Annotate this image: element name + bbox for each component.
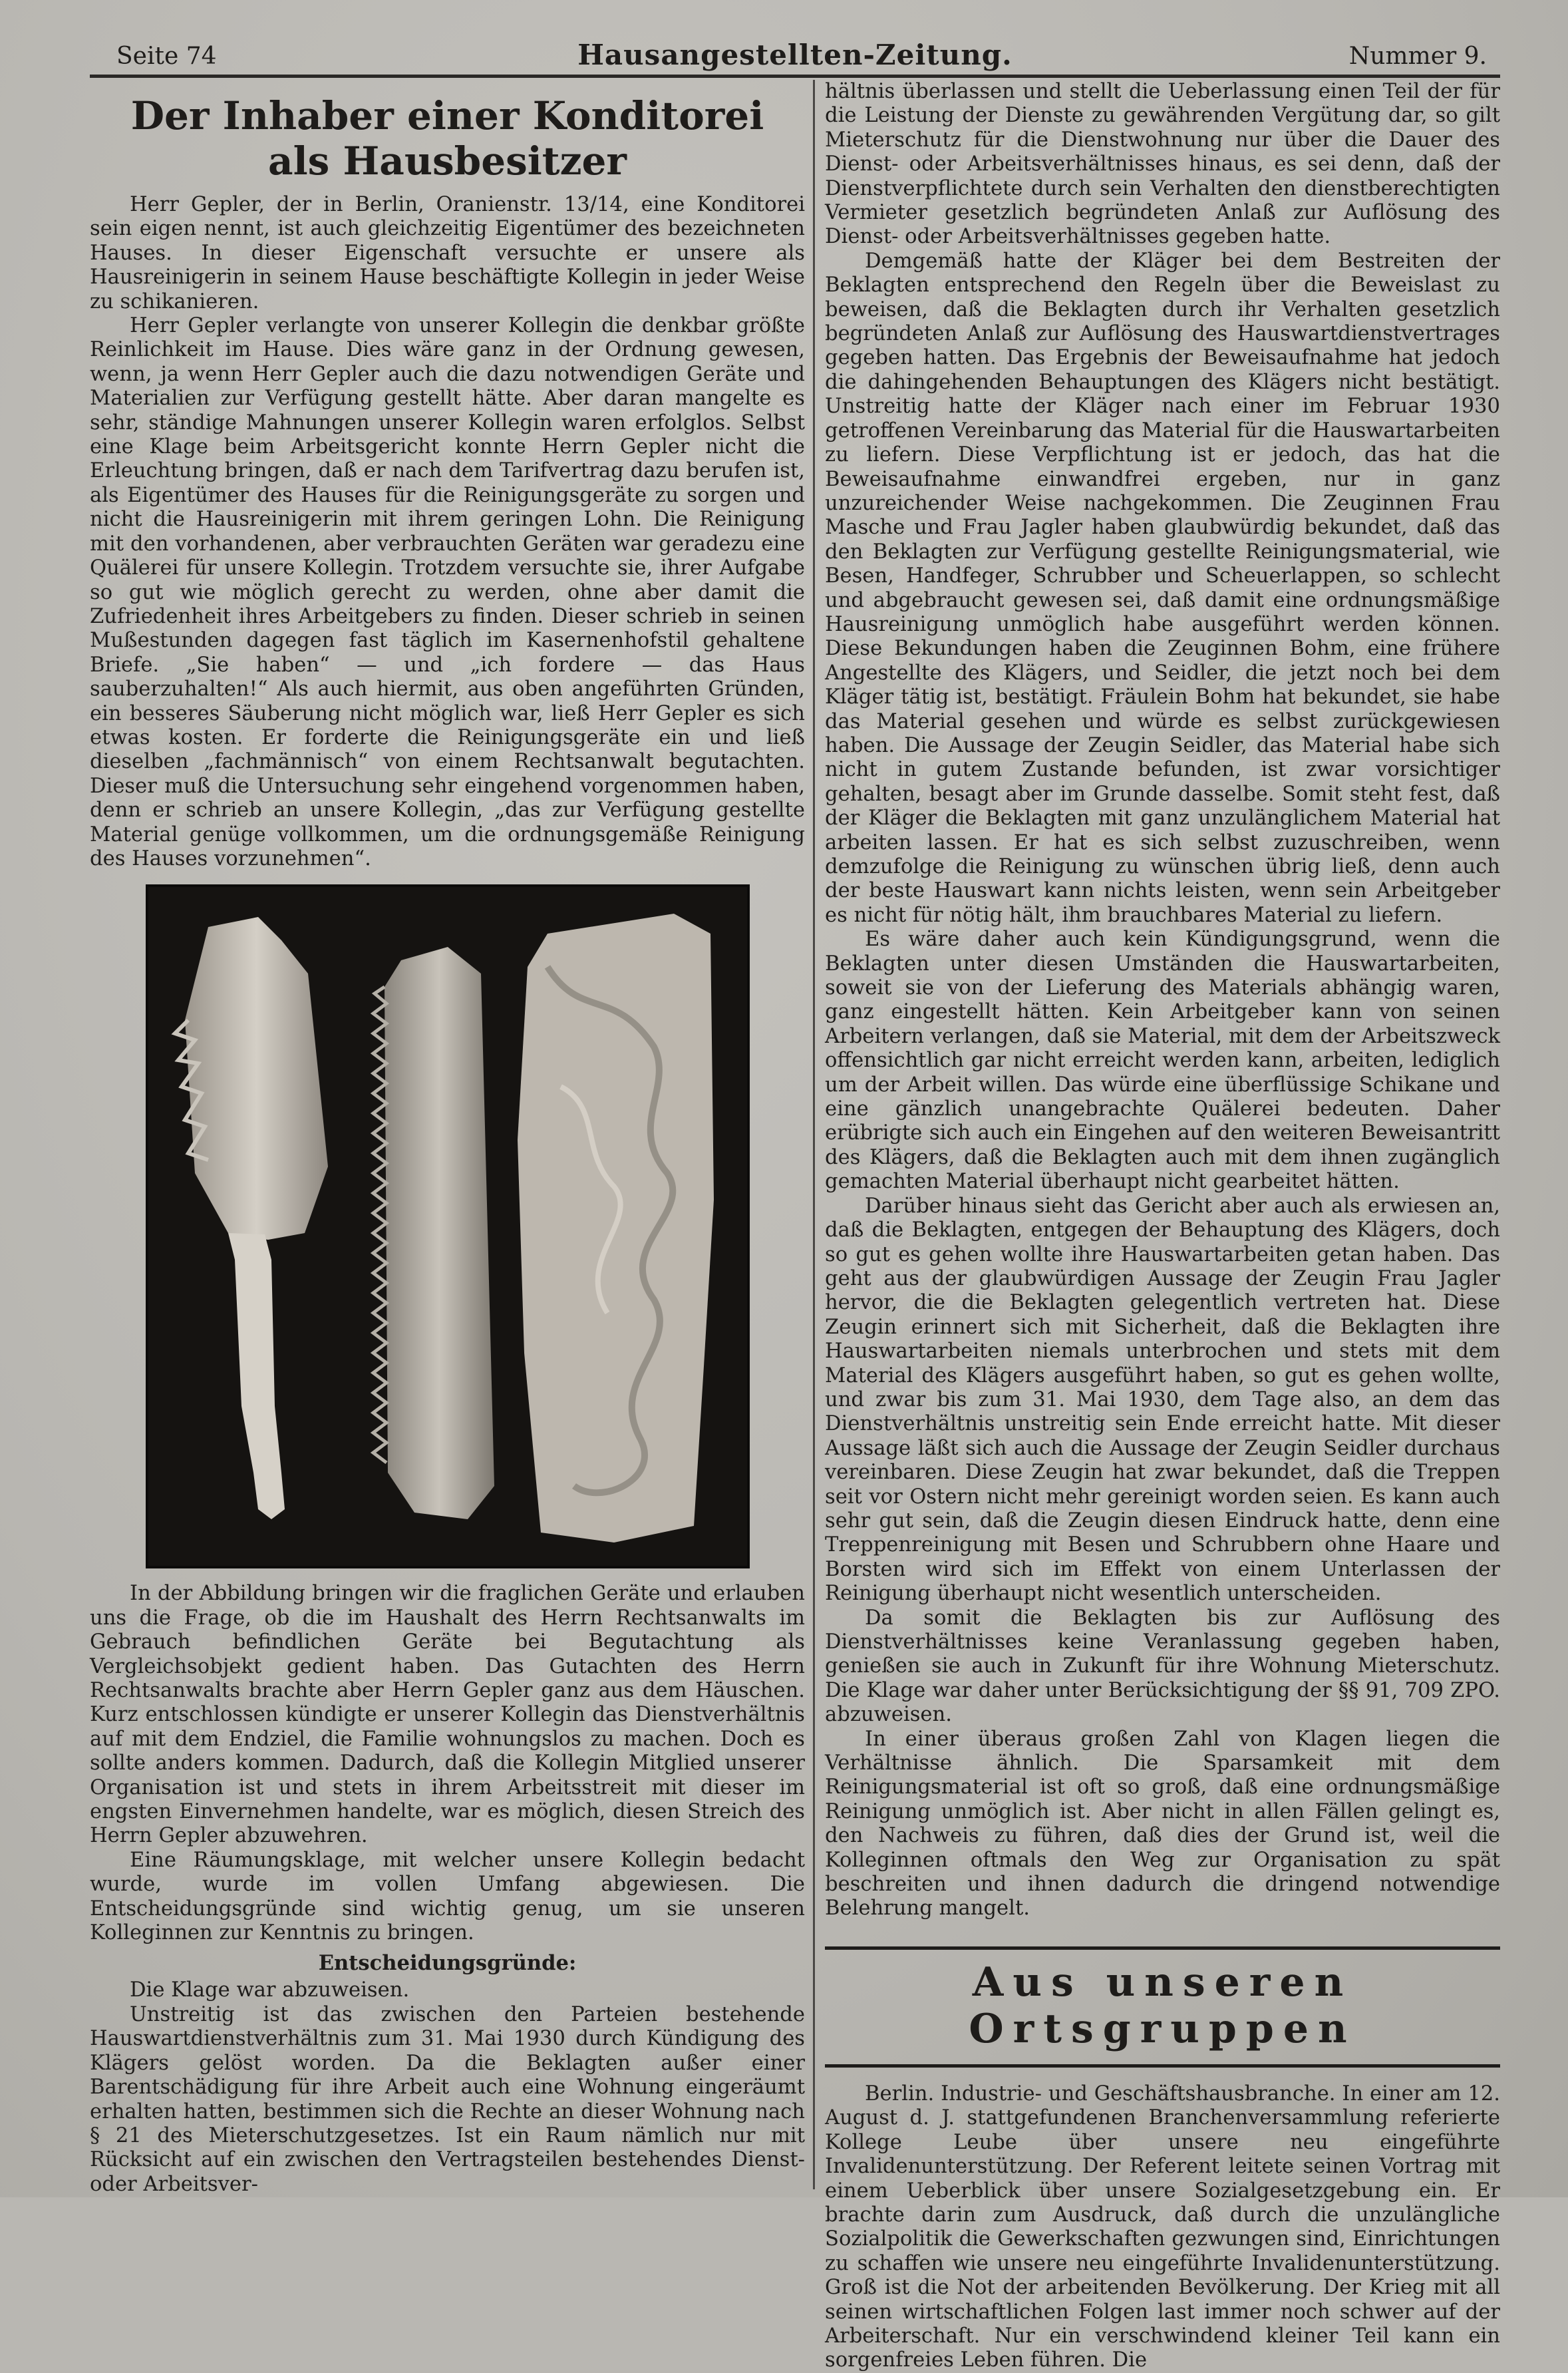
- article-paragraph: Darüber hinaus sieht das Gericht aber auch als erwiesen an, daß die Beklagten, entgegen der Behauptung des Klägers, doch so gut es gehen wollte ihre Hauswartarbeiten getan haben. Das geht aus der glaubwürdigen Aussage der Zeugin Frau Jagler hervor, die die Beklagten gelegentlich vertreten hat. Diese Zeugin erinnert sich mit Sicherheit, daß die Beklagten ihre Hauswartarbeiten niemals unterbrochen und stets mit dem Material des Klägers ausgeführt haben, so gut es gehen wollte, und zwar bis zum 31. Mai 1930, dem Tage also, an dem das Dienstverhältnis unstreitig sein Ende erreicht hatte. Mit dieser Aussage läßt sich auch die Aussage der Zeugin Seidler durchaus vereinbaren. Diese Zeugin hat zwar bekundet, daß die Treppen seit vor Ostern nicht mehr gereinigt worden seien. Es kann auch sehr gut sein, daß die Zeugin diesen Eindruck hatte, denn eine Treppenreinigung mit Besen und Schrubbern ohne Haare und Borsten wird sich im Effekt von einem Unterlassen der Reinigung überhaupt nicht wesentlich unterscheiden.: [825, 1194, 1500, 1606]
- scouring-cloth-illustration: [518, 914, 714, 1543]
- article-paragraph: Da somit die Beklagten bis zur Auflösung des Dienstverhältnisses keine Veranlassung gegeben haben, genießen sie auch in Zukunft für ihre Wohnung Mieterschutz. Die Klage war daher unter Berücksichtigung der §§ 91, 709 ZPO. abzuweisen.: [825, 1606, 1500, 1727]
- article-paragraph: Demgemäß hatte der Kläger bei dem Bestreiten der Beklagten entsprechend den Regeln über die Beweislast zu beweisen, daß die Beklagten durch ihr Verhalten gesetzlich begründeten Anlaß zur Auflösung des Hauswartdienstvertrages gegeben hatten. Das Ergebnis der Beweisaufnahme hat jedoch die dahingehenden Behauptungen des Klägers nicht bestätigt. Unstreitig hatte der Kläger nach einer im Februar 1930 getroffenen Vereinbarung das Material für die Hauswartarbeiten zu liefern. Diese Verpflichtung ist er jedoch, das hat die Beweisaufnahme einwandfrei ergeben, nur in ganz unzureichender Weise nachgekommen. Die Zeuginnen Frau Masche und Frau Jagler haben glaubwürdig bekundet, daß das den Beklagten zur Verfügung gestellte Reinigungsmaterial, wie Besen, Handfeger, Schrubber und Scheuerlappen, so schlecht und abgebraucht gewesen sei, daß damit eine ordnungsmäßige Hausreinigung unmöglich habe ausgeführt werden können. Diese Bekundungen haben die Zeuginnen Bohm, eine frühere Angestellte des Klägers, und Seidler, die jetzt noch bei dem Kläger tätig ist, bestätigt. Fräulein Bohm hat bekundet, sie habe das Material gesehen und würde es selbst zurückgewiesen haben. Die Aussage der Zeugin Seidler, das Material habe sich nicht in gutem Zustande befunden, ist zwar vorsichtiger gehalten, besagt aber im Grunde dasselbe. Somit steht fest, daß der Kläger die Beklagten mit ganz unzulänglichem Material hat arbeiten lassen. Er hat es sich selbst zuzuschreiben, wenn demzufolge die Reinigung zu wünschen übrig ließ, denn auch der beste Hauswart kann nichts leisten, wenn sein Arbeitgeber es nicht für nötig hält, ihm brauchbares Material zu liefern.: [825, 249, 1500, 927]
- article-paragraph: Eine Räumungsklage, mit welcher unsere Kollegin bedacht wurde, wurde im vollen Umfang abgewiesen. Die Entscheidungsgründe sind wichtig genug, um sie unseren Kolleginnen zur Kenntnis zu bringen.: [90, 1848, 805, 1945]
- hand-brush-illustration: [175, 917, 328, 1519]
- left-column: [90, 80, 805, 2196]
- article-paragraph: Berlin. Industrie- und Geschäftshausbranche. In einer am 12. August d. J. stattgefundenen Branchenversammlung referierte Kollege Leube über unsere neu eingeführte Invalidenunterstützung. Der Referent leitete seinen Vortrag mit einem Ueberblick über unsere Sozialgesetzgebung ein. Er brachte darin zum Ausdruck, daß durch die unzulängliche Sozialpolitik die Gewerkschaften gezwungen sind, Einrichtungen zu schaffen wie unsere neu eingeführte Invalidenunterstützung. Groß ist die Not der arbeitenden Bevölkerung. Der Krieg mit all seinen wirtschaftlichen Folgen last immer noch schwer auf der Arbeiterschaft. Nur ein verschwindend kleiner Teil kann ein sorgenfreies Leben führen. Die: [825, 2082, 1500, 2372]
- column-divider: [813, 80, 815, 2189]
- newspaper-title: Hausangestellten-Zeitung.: [577, 39, 1013, 71]
- right-column: [825, 80, 1500, 2372]
- article-title-line-2: als Hausbesitzer: [268, 138, 627, 184]
- article-paragraph: In der Abbildung bringen wir die fraglichen Geräte und erlauben uns die Frage, ob die im Haushalt des Herrn Rechtsanwalts im Gebrauch befindlichen Geräte bei Begutachtung als Vergleichsobjekt gedient haben. Das Gutachten des Herrn Rechtsanwalts brachte aber Herrn Gepler ganz aus dem Häuschen. Kurz entschlossen kündigte er unserer Kollegin das Dienstverhältnis auf mit dem Endziel, die Familie wohnungslos zu machen. Doch es sollte anders kommen. Dadurch, daß die Kollegin Mitglied unserer Organisation ist und stets in ihrem Arbeitsstreit mit dieser im engsten Einvernehmen handelte, war es möglich, diesen Streich des Herrn Gepler abzuwehren.: [90, 1582, 805, 1848]
- article-paragraph: Herr Gepler verlangte von unserer Kollegin die denkbar größte Reinlichkeit im Hause. Dies wäre ganz in der Ordnung gewesen, wenn, ja wenn Herr Gepler auch die dazu notwendigen Geräte und Materialien zur Verfügung gestellt hätte. Aber daran mangelte es sehr, ständige Mahnungen unserer Kollegin waren erfolglos. Selbst eine Klage beim Arbeitsgericht konnte Herrn Gepler nicht die Erleuchtung bringen, daß er nach dem Tarifvertrag dazu berufen ist, als Eigentümer des Hauses für die Reinigungsgeräte zu sorgen und nicht die Hausreinigerin mit ihrem geringen Lohn. Die Reinigung mit den vorhandenen, aber verbrauchten Geräten war geradezu eine Quälerei für unsere Kollegin. Trotzdem versuchte sie, ihrer Aufgabe so gut wie möglich gerecht zu werden, ohne aber damit die Zufriedenheit ihres Arbeitgebers zu finden. Dieser schrieb in seinen Mußestunden dagegen fast täglich im Kasernenhofstil gehaltene Briefe. „Sie haben“ — und „ich fordere — das Haus sauberzuhalten!“ Als auch hiermit, aus oben angeführten Gründen, ein besseres Säuberung nicht möglich war, ließ Herr Gepler es sich etwas kosten. Er forderte die Reinigungsgeräte ein und ließ dieselben „fachmännisch“ von einem Rechtsanwalt begutachten. Dieser muß die Untersuchung sehr eingehend vorgenommen haben, denn er schrieb an unsere Kollegin, „das zur Verfügung gestellte Material genüge vollkommen, um die ordnungsgemäße Reinigung des Hauses vorzunehmen“.: [90, 314, 805, 870]
- cleaning-tools-photo: [146, 884, 750, 1568]
- article-paragraph: Herr Gepler, der in Berlin, Oranienstr. 13/14, eine Konditorei sein eigen nennt, ist auch gleichzeitig Eigentümer des bezeichneten Hauses. In dieser Eigenschaft versuchte er unsere als Hausreinigerin in seinem Hause beschäftigte Kollegin in jeder Weise zu schikanieren.: [90, 193, 805, 313]
- page-header: [90, 39, 1500, 73]
- header-rule: [90, 75, 1500, 78]
- section-subheading: Entscheidungsgründe:: [318, 1951, 577, 1976]
- section-title: Aus unseren Ortsgruppen: [969, 1958, 1356, 2052]
- article-paragraph: In einer überaus großen Zahl von Klagen liegen die Verhältnisse ähnlich. Die Sparsamkeit mit dem Reinigungsmaterial ist oft so groß, daß eine ordnungsmäßige Reinigung unmöglich ist. Aber nicht in allen Fällen gelingt es, den Nachweis zu führen, daß dies der Grund ist, weil die Kolleginnen oftmals den Weg zur Organisation zu spät beschreiten und ihnen dadurch die dringend notwendige Belehrung mangelt.: [825, 1727, 1500, 1920]
- section-header-box: [825, 1946, 1500, 2068]
- scrubber-illustration: [373, 947, 494, 1519]
- article-paragraph: hältnis überlassen und stellt die Ueberlassung einen Teil der für die Leistung der Dienste zu gewährenden Vergütung dar, so gilt Mieterschutz für die Dienstwohnung nur über die Dauer des Dienst- oder Arbeitsverhältnisses hinaus, es sei denn, daß der Dienstverpflichtete durch sein Verhalten den dienstberechtigten Vermieter gesetzlich begründeten Anlaß zur Auflösung des Dienst- oder Arbeitsverhältnisses gegeben hatte.: [825, 80, 1500, 249]
- article-paragraph: Unstreitig ist das zwischen den Parteien bestehende Hauswartdienstverhältnis zum 31. Mai 1930 durch Kündigung des Klägers gelöst worden. Da die Beklagten außer einer Barentschädigung für ihre Arbeit auch eine Wohnung eingeräumt erhalten hatten, bestimmen sich die Rechte an dieser Wohnung nach § 21 des Mieterschutzgesetzes. Ist ein Raum nämlich nur mit Rücksicht auf ein zwischen den Vertragsteilen bestehendes Dienst- oder Arbeitsver-: [90, 2002, 805, 2196]
- issue-number: Nummer 9.: [1348, 43, 1487, 70]
- article-paragraph: Es wäre daher auch kein Kündigungsgrund, wenn die Beklagten unter diesen Umständen die Hauswartarbeiten, soweit sie von der Lieferung des Materials abhängig waren, ganz eingestellt hätten. Kein Arbeitgeber kann von seinen Arbeitern verlangen, daß sie Material, mit dem der Arbeitszweck offensichtlich gar nicht erreicht werden kann, arbeiten, lediglich um der Arbeit willen. Das würde eine überflüssige Schikane und eine gänzlich unangebrachte Quälerei bedeuten. Daher erübrigte sich auch ein Eingehen auf den weiteren Beweisantritt des Klägers, daß die Beklagten auch mit dem ihnen zugänglich gemachten Material überhaupt nicht gearbeitet hätten.: [825, 928, 1500, 1194]
- page-number: Seite 74: [116, 43, 217, 70]
- article-title-line-1: Der Inhaber einer Konditorei: [130, 93, 764, 138]
- article-paragraph: Die Klage war abzuweisen.: [130, 1978, 410, 2002]
- photo-illustration: [148, 887, 742, 1560]
- article-title: [90, 93, 805, 184]
